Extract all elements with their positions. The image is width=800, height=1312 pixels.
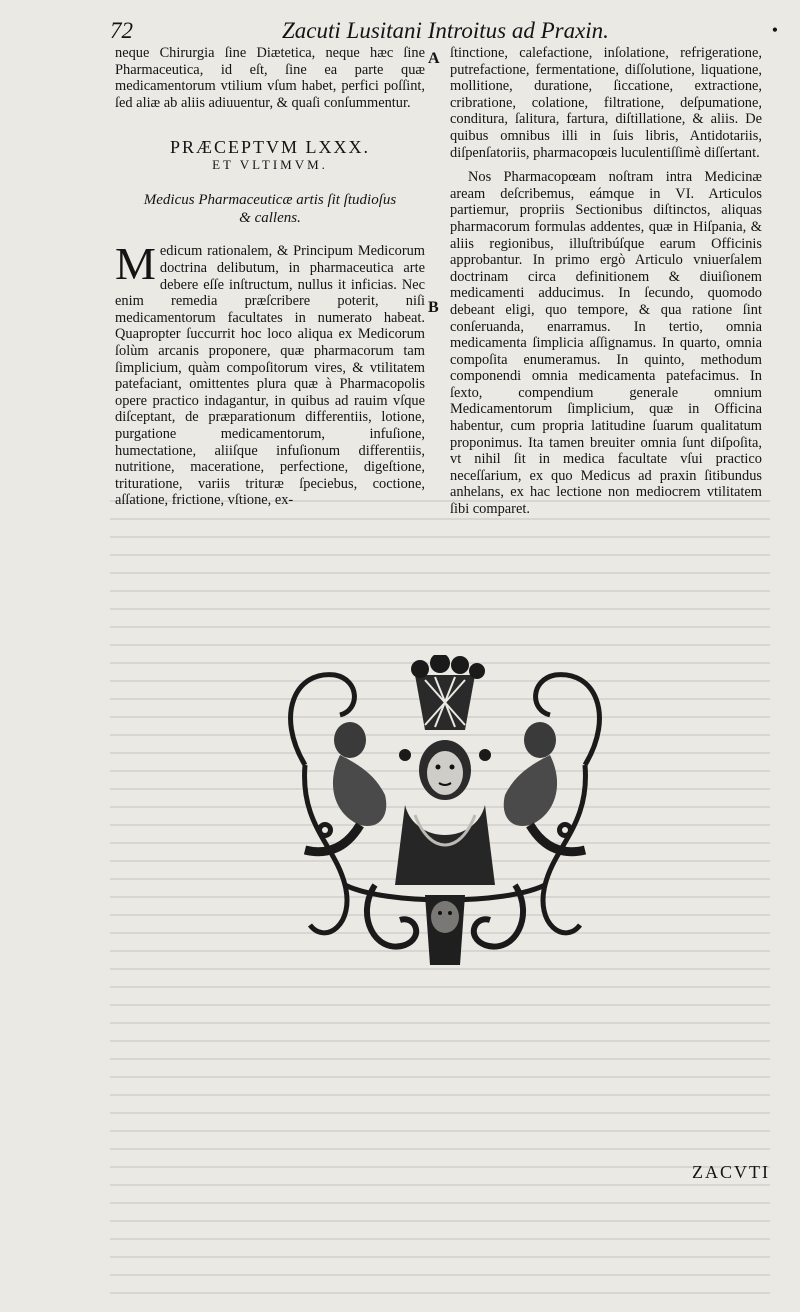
- running-title: Zacuti Lusitani Introitus ad Praxin.: [282, 18, 609, 43]
- right-column: [450, 45, 762, 518]
- body-text: edicum rationalem, & Principum Medicorum doctrina delibutum, in pharmaceutica arte debere eſſe inſtructum, nullus it inficias. Nec enim remedia præſcribere poterit, niſi medicamentorum facultates in numerato habeat. Quapropter ſuccurrit hoc loco aliqua ex Medicorum ſolùm arcanis proponere, quæ pharmacorum tam ſimplicium, quàm compoſitorum vires, & vtilitatem patefaciant, omittentes plura quæ à Pharmacopolis opere practico indagantur, in quibus ad rauim vſque diſceptant, de præparationum differentiis, lotione, purgatione medicamentorum, infuſione, humectatione, aliiſque infuſionum differentiis, nutritione, maceratione, perfectione, digeſtione, trituratione, variis trituræ ſpeciebus, coctione, aſſatione, frictione, vſtione, ex-: [115, 243, 425, 509]
- intro-paragraph: neque Chirurgia ſine Diætetica, neque hæc ſine Pharmaceutica, id eſt, ſine ea parte quæ medicamentorum vtilium vſum habet, perfici poſſint, ſed aliæ ab aliis adiuuentur, & quaſi conſummentur.: [115, 45, 425, 111]
- rubric-line-2: & callens.: [239, 210, 301, 227]
- folio-number: 72: [110, 18, 133, 43]
- right-paragraph-2: Nos Pharmacopœam noſtram intra Medicinæ aream deſcribemus, eámque in VI. Articulos partiemur, propriis Sectionibus diſtinctos, aliquas pharmacorum formulas addentes, quæ in Hiſpania, & aliis regionibus, illuſtribúſque earum Officinis approbantur. In primo ergò Articulo vniuerſalem doctrinam circa definitionem & diuiſionem medicamenti adducimus. In ſecundo, quomodo debeant eligi, quo tempore, & qua ratione ſint conſeruanda, enarramus. In tertio, omnia medicamenta ſimplicia aſſignamus. In quarto, omnia compoſita enumeramus. In quinto, methodum componendi omnia medicamenta patefacimus. In ſexto, compendium generale omnium Medicamentorum ſimplicium, quæ in Officina habentur, cum propria latitudine ſuarum qualitatum proponimus. Ita tamen breuiter omnia ſunt diſpoſita, vt nihil ſit in medica facultate vſui practico neceſſarium, ex quo Medicus ad praxin ſitibundus anhelans, ex hac lectione non mediocrem vtilitatem ſibi comparet.: [450, 169, 762, 518]
- catchword: ZACVTI: [692, 1162, 770, 1182]
- grotesque-ornament-icon: [265, 655, 625, 975]
- section-rubric: [115, 191, 425, 227]
- section-title: PRÆCEPTVM LXXX.: [169, 137, 371, 158]
- corner-mark: •: [771, 20, 778, 40]
- left-column: [115, 45, 425, 509]
- body-paragraph: [115, 238, 425, 509]
- margin-letter-a: A: [428, 50, 440, 67]
- section-subtitle: ET VLTIMVM.: [212, 157, 328, 173]
- rubric-line-1: Medicus Pharmaceuticæ artis ſit ſtudioſus: [143, 192, 397, 209]
- right-paragraph-1: ſtinctione, calefactione, inſolatione, refrigeratione, putrefactione, fermentatione, diſſolutione, liquatione, mollitione, duratione, ſiccatione, extractione, cribratione, colatione, filtratione, deſpumatione, conditura, ſalitura, fartura, diſtillatione, & aliis. De quibus omnibus illi in ſuis libris, Antidotariis, diſpenſatoriis, pharmacopœis luculentiſſimè diſſertant.: [450, 45, 762, 161]
- margin-letter-b: B: [428, 299, 439, 316]
- drop-cap: M: [115, 238, 156, 290]
